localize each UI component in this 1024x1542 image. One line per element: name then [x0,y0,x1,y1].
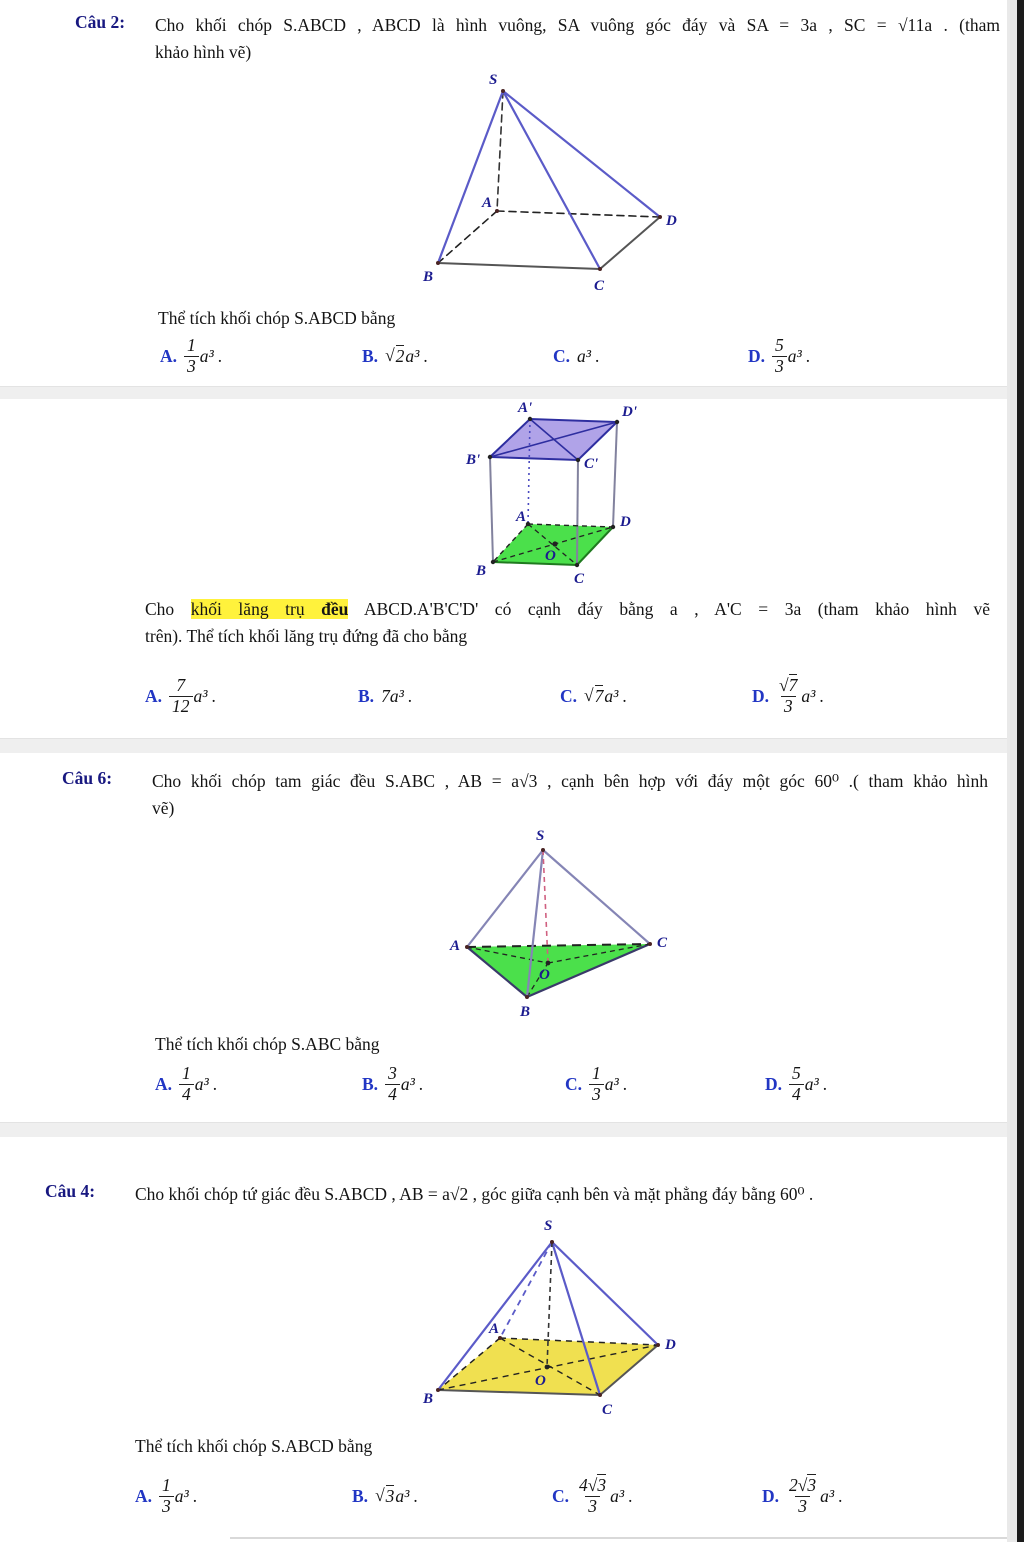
section-divider [0,1122,1010,1137]
fraction-numerator: 7 [176,674,186,695]
right-margin-strip [1007,0,1017,1542]
prism-vertex-label-c: C [574,571,585,587]
q2-figure-edges [438,91,660,269]
formula-tail: a³ . [801,685,825,706]
fraction-denominator: 3 [795,1496,810,1517]
formula-tail: a³ . [400,1073,424,1094]
q4-vertex-label-a: A [489,1321,500,1337]
fraction-denominator: 4 [179,1084,194,1105]
q6-option-d-letter: D. [765,1073,783,1094]
q6-option-a-letter: A. [155,1073,173,1094]
q4-option-b-letter: B. [352,1485,369,1506]
q6-option-c [565,1056,628,1112]
q6-option-d-formula [789,1064,828,1104]
q2-option-a-letter: A. [160,345,178,366]
q2-text [155,12,1000,66]
q6-option-a-formula [179,1064,218,1104]
prism-option-b-letter: B. [358,685,375,706]
fraction-denominator: 4 [385,1084,400,1105]
fraction-numerator: 1 [187,334,196,355]
q2-vertex-label-s: S [489,72,498,88]
sqrt-sign: √ [584,684,594,705]
prism-option-c [560,668,627,724]
q4-vertex-label-c: C [602,1402,613,1418]
prism-option-d-formula [776,676,824,716]
prism-text-pre: Cho [145,599,191,619]
formula-tail: a³ . [610,1485,633,1506]
q4-option-d-letter: D. [762,1485,780,1506]
sqrt-sign: √ [797,1474,808,1495]
formula-tail: a³ . [604,685,628,706]
formula-tail: a³ . [174,1485,198,1506]
sqrt-radicand: 2 [395,346,405,366]
q6-label: Câu 6: [62,768,113,788]
q2-option-c [553,328,600,384]
fraction-denominator: 3 [589,1084,604,1105]
q2-option-b-formula [385,345,428,367]
fraction-numerator: 1 [182,1062,191,1083]
q4-center-label-o: O [535,1373,546,1389]
q6-center-label-o: O [539,967,550,983]
q6-option-b-letter: B. [362,1073,379,1094]
formula-tail: a³ . [395,1485,419,1506]
fraction-denominator: 3 [781,696,796,717]
page-bottom-rule [230,1537,1020,1539]
fraction-numerator [776,676,800,696]
q4-vertex-label-d: D [665,1337,676,1353]
q2-vertex-label-d: D [666,213,677,229]
sqrt-radicand: 3 [807,1474,817,1495]
q2-option-d [748,328,811,384]
prism-option-d [752,668,824,724]
prism-vertex-label-a: A [516,509,527,525]
q2-vertex-label-c: C [594,278,605,294]
q4-vertex-label-b: B [423,1391,434,1407]
prism-text-rest: ABCD.A'B'C'D' có cạnh đáy bằng a , A'C = 3a (tham khảo hình vẽ [348,599,990,619]
q4-option-d-formula [786,1476,843,1516]
prism-option-a [145,668,216,724]
prism-vertex-label-b-prime: B' [466,452,481,468]
prism-option-a-letter: A. [145,685,163,706]
formula-tail: a³ . [604,1073,628,1094]
fraction-numerator: 1 [592,1062,601,1083]
prism-vertex-label-d: D [620,514,631,530]
q4-pyramid-figure [415,1213,705,1445]
q6-text-line1: Cho khối chóp tam giác đều S.ABC , AB = a√3 , cạnh bên hợp với đáy một góc 60⁰ .( tham khảo hình [152,771,988,791]
sqrt-radicand: 7 [788,674,798,695]
sqrt-radicand: 3 [597,1474,607,1495]
fraction-numerator: 3 [388,1062,397,1083]
q4-text: Cho khối chóp tứ giác đều S.ABCD , AB = a√2 , góc giữa cạnh bên và mặt phẳng đáy bằng 60⁰ . [135,1184,814,1204]
numerator-coefficient: 4 [579,1474,588,1495]
prism-text-line2: trên). Thể tích khối lăng trụ đứng đã cho bằng [145,626,468,646]
q4-label: Câu 4: [45,1181,96,1201]
formula-tail: a³ . [199,345,223,366]
prism-text-highlight-bold: đều [321,599,349,619]
q6-vertex-label-s: S [536,828,545,844]
q2-option-b-letter: B. [362,345,379,366]
formula-tail: 7a³ . [381,685,413,706]
prism-option-c-formula [584,685,627,707]
formula-tail: a³ . [194,1073,218,1094]
prism-vertex-label-d-prime: D' [622,404,637,420]
q2-option-a [160,328,223,384]
prism-option-b-formula [381,686,413,707]
q6-stem: Thể tích khối chóp S.ABC bằng [155,1034,380,1054]
q2-option-d-letter: D. [748,345,766,366]
fraction-numerator [786,1476,819,1496]
q4-vertex-label-s: S [544,1218,553,1234]
formula-tail: a³ . [577,345,600,366]
q6-option-c-letter: C. [565,1073,583,1094]
prism-vertex-label-b: B [476,563,487,579]
prism-figure [450,398,680,596]
fraction-numerator [576,1476,609,1496]
q6-option-b-formula [385,1064,424,1104]
q4-option-c-formula [576,1476,633,1516]
q6-vertex-label-c: C [657,935,668,951]
q2-vertex-label-a: A [482,195,493,211]
q4-option-a [135,1468,198,1524]
fraction-numerator: 5 [792,1062,801,1083]
prism-vertex-label-c-prime: C' [584,456,599,472]
prism-option-b [358,668,413,724]
q4-option-a-formula [159,1476,198,1516]
formula-tail: a³ . [820,1485,843,1506]
q2-text-line1: Cho khối chóp S.ABCD , ABCD là hình vuông, SA vuông góc đáy và SA = 3a , SC = √11a . (tham [155,15,1000,35]
prism-option-a-formula [169,676,216,716]
q6-text [152,768,988,822]
fraction-denominator: 3 [184,356,199,377]
q6-text-line2: vẽ) [152,798,175,818]
prism-center-label-o: O [545,548,556,564]
q4-option-b-formula [375,1485,418,1507]
prism-vertex-label-a-prime: A' [518,400,533,416]
section-divider [0,738,1010,753]
q2-option-c-formula [577,346,600,367]
q2-label: Câu 2: [75,12,126,32]
prism-option-d-letter: D. [752,685,770,706]
q6-option-a [155,1056,218,1112]
q6-option-b [362,1056,424,1112]
numerator-coefficient: 2 [789,1474,798,1495]
q2-text-line2: khảo hình vẽ) [155,42,252,62]
q4-option-c-letter: C. [552,1485,570,1506]
fraction-denominator: 3 [585,1496,600,1517]
sqrt-sign: √ [779,674,789,695]
q4-option-c [552,1468,633,1524]
q4-option-d [762,1468,843,1524]
fraction-denominator: 4 [789,1084,804,1105]
fraction-numerator: 1 [162,1474,171,1495]
right-edge-bar [1017,0,1024,1542]
sqrt-sign: √ [385,344,395,365]
fraction-numerator: 5 [775,334,784,355]
q2-option-c-letter: C. [553,345,571,366]
prism-text-line1 [145,596,990,623]
q2-option-b [362,328,428,384]
q4-stem: Thể tích khối chóp S.ABCD bằng [135,1436,373,1456]
q6-option-d [765,1056,828,1112]
q6-vertex-label-a: A [450,938,461,954]
formula-tail: a³ . [804,1073,828,1094]
formula-tail: a³ . [787,345,811,366]
q2-pyramid-figure [405,60,705,305]
q4-option-b [352,1468,418,1524]
sqrt-radicand: 7 [594,686,604,706]
sqrt-sign: √ [375,1484,385,1505]
q6-pyramid-figure [430,822,690,1034]
sqrt-sign: √ [587,1474,598,1495]
prism-text-highlight: khối lăng trụ [190,599,322,619]
fraction-denominator: 3 [159,1496,174,1517]
q2-stem: Thể tích khối chóp S.ABCD bằng [158,308,396,328]
q2-option-a-formula [184,336,223,376]
prism-text [145,596,990,650]
q4-option-a-letter: A. [135,1485,153,1506]
q6-vertex-label-b: B [520,1004,531,1020]
fraction-denominator: 3 [772,356,787,377]
formula-tail: a³ . [193,685,217,706]
sqrt-radicand: 3 [385,1486,395,1506]
fraction-denominator: 12 [169,696,193,717]
q2-option-d-formula [772,336,811,376]
q6-option-c-formula [589,1064,628,1104]
prism-option-c-letter: C. [560,685,578,706]
formula-tail: a³ . [405,345,429,366]
q2-vertex-label-b: B [423,269,434,285]
